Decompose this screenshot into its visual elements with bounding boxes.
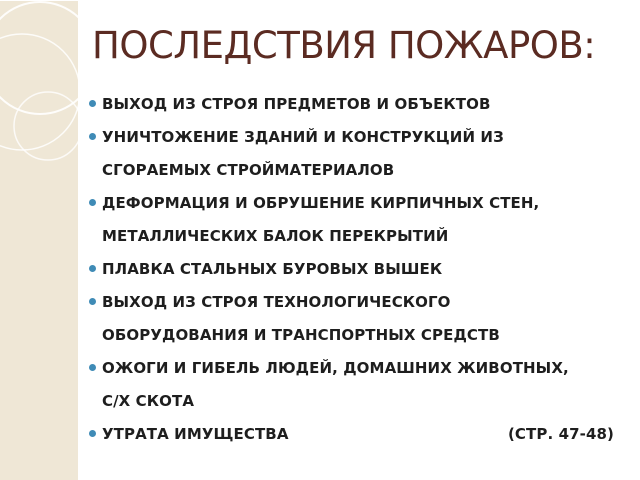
bullet-dot-icon (89, 364, 96, 371)
bullet-dot-icon (89, 133, 96, 140)
bullet-text: УТРАТА ИМУЩЕСТВА (102, 425, 289, 443)
last-bullet-row (102, 418, 614, 451)
bullet-text: ВЫХОД ИЗ СТРОЯ ТЕХНОЛОГИЧЕСКОГО (102, 293, 451, 311)
bullet-text-continued: СГОРАЕМЫХ СТРОЙМАТЕРИАЛОВ (102, 161, 395, 179)
bullet-dot-icon (89, 100, 96, 107)
list-item (88, 187, 628, 253)
bullet-dot-icon (89, 265, 96, 272)
bullet-list (88, 88, 628, 451)
decorative-left-band (0, 0, 78, 480)
list-item (88, 418, 628, 451)
list-item (88, 253, 628, 286)
bullet-text: ПЛАВКА СТАЛЬНЫХ БУРОВЫХ ВЫШЕК (102, 260, 443, 278)
bullet-text-continued: С/Х СКОТА (102, 392, 195, 410)
bullet-text-continued: МЕТАЛЛИЧЕСКИХ БАЛОК ПЕРЕКРЫТИЙ (102, 227, 449, 245)
bullet-dot-icon (89, 199, 96, 206)
bullet-text: ОЖОГИ И ГИБЕЛЬ ЛЮДЕЙ, ДОМАШНИХ ЖИВОТНЫХ, (102, 359, 569, 377)
bullet-text: ДЕФОРМАЦИЯ И ОБРУШЕНИЕ КИРПИЧНЫХ СТЕН, (102, 194, 540, 212)
bullet-text-continued: ОБОРУДОВАНИЯ И ТРАНСПОРТНЫХ СРЕДСТВ (102, 326, 500, 344)
list-item (88, 121, 628, 187)
list-item (88, 286, 628, 352)
bullet-dot-icon (89, 298, 96, 305)
slide-title: ПОСЛЕДСТВИЯ ПОЖАРОВ: (92, 24, 596, 67)
decorative-circles-graphic (0, 0, 78, 480)
bullet-dot-icon (89, 430, 96, 437)
list-item (88, 88, 628, 121)
bullet-text: УНИЧТОЖЕНИЕ ЗДАНИЙ И КОНСТРУКЦИЙ ИЗ (102, 128, 504, 146)
bullet-text: ВЫХОД ИЗ СТРОЯ ПРЕДМЕТОВ И ОБЪЕКТОВ (102, 95, 491, 113)
list-item (88, 352, 628, 418)
page-reference: (СТР. 47-48) (507, 425, 614, 443)
